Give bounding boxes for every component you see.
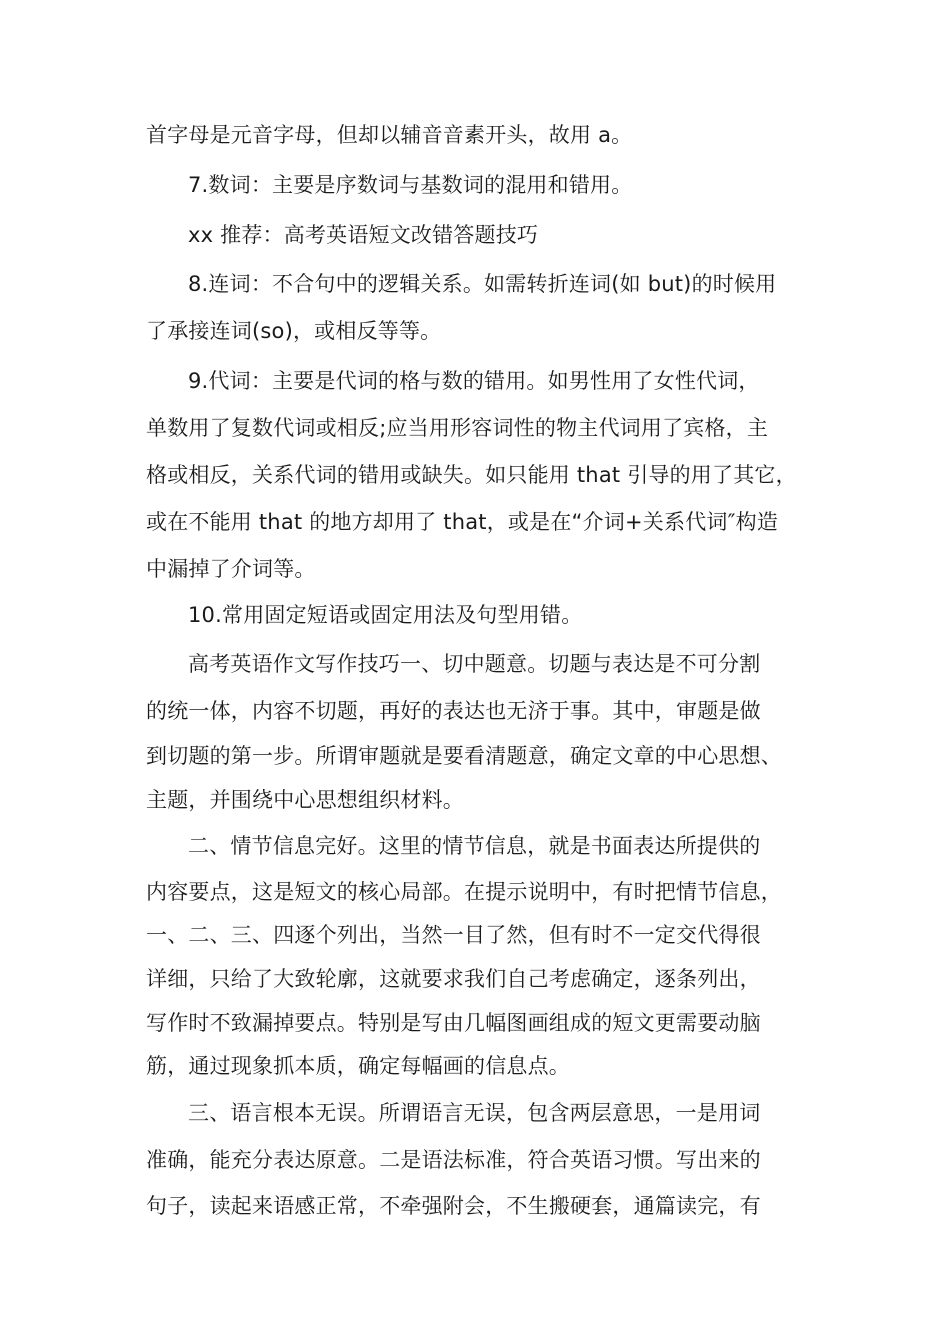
text-line: xx 推荐：高考英语短文改错答题技巧 — [188, 223, 539, 247]
text-line: 或在不能用 that 的地方却用了 that，或是在“介词+关系代词″构造 — [146, 510, 779, 534]
text-line: 详细，只给了大致轮廓，这就要求我们自己考虑确定，逐条列出， — [146, 967, 761, 991]
text-line: 写作时不致漏掉要点。特别是写由几幅图画组成的短文更需要动脑 — [146, 1011, 761, 1035]
text-line: 中漏掉了介词等。 — [146, 557, 316, 581]
text-line: 高考英语作文写作技巧一、切中题意。切题与表达是不可分割 — [188, 652, 761, 676]
text-line: 单数用了复数代词或相反;应当用形容词性的物主代词用了宾格，主 — [146, 416, 769, 440]
text-line: 格或相反，关系代词的错用或缺失。如只能用 that 引导的用了其它， — [146, 463, 797, 487]
text-line: 准确，能充分表达原意。二是语法标准，符合英语习惯。写出来的 — [146, 1148, 761, 1172]
text-line: 的统一体，内容不切题，再好的表达也无济于事。其中，审题是做 — [146, 699, 761, 723]
text-line: 8.连词：不合句中的逻辑关系。如需转折连词(如 but)的时候用 — [188, 272, 777, 296]
text-line: 7.数词：主要是序数词与基数词的混用和错用。 — [188, 173, 633, 197]
text-line: 二、情节信息完好。这里的情节信息，就是书面表达所提供的 — [188, 834, 761, 858]
text-line: 句子，读起来语感正常，不牵强附会，不生搬硬套，通篇读完，有 — [146, 1194, 761, 1218]
text-line: 三、语言根本无误。所谓语言无误，包含两层意思，一是用词 — [188, 1101, 761, 1125]
text-line: 9.代词：主要是代词的格与数的错用。如男性用了女性代词， — [188, 369, 760, 393]
text-line: 首字母是元音字母，但却以辅音音素开头，故用 a。 — [146, 123, 633, 147]
text-line: 筋，通过现象抓本质，确定每幅画的信息点。 — [146, 1054, 570, 1078]
text-line: 主题，并围绕中心思想组织材料。 — [146, 788, 464, 812]
text-line: 10.常用固定短语或固定用法及句型用错。 — [188, 603, 583, 627]
text-line: 一、二、三、四逐个列出，当然一目了然，但有时不一定交代得很 — [146, 923, 761, 947]
text-line: 到切题的第一步。所谓审题就是要看清题意，确定文章的中心思想、 — [146, 744, 782, 768]
text-line: 了承接连词(so)，或相反等等。 — [146, 319, 442, 343]
text-line: 内容要点，这是短文的核心局部。在提示说明中，有时把情节信息， — [146, 880, 782, 904]
